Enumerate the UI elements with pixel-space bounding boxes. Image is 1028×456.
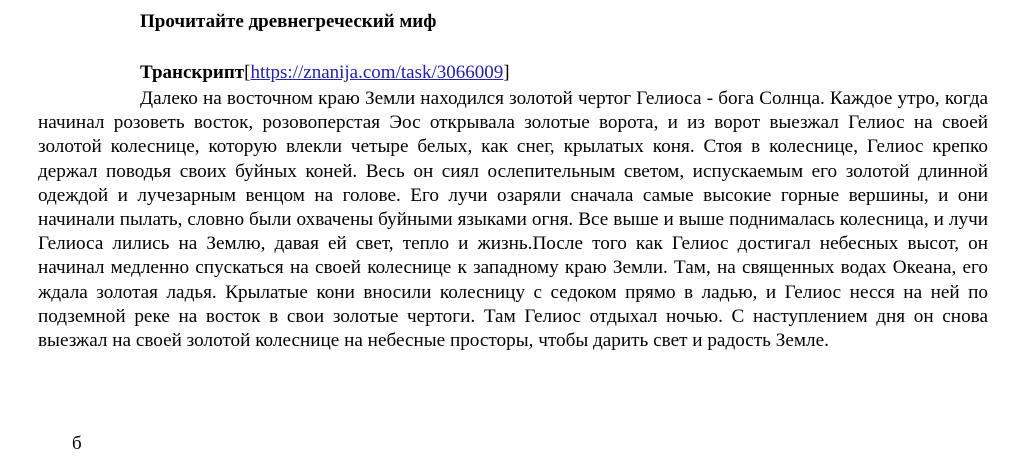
cut-off-text: б: [72, 433, 82, 454]
transcript-label: Транскрипт: [140, 62, 245, 83]
source-link[interactable]: https://znanija.com/task/3066009: [250, 62, 504, 83]
task-heading: Прочитайте древнегреческий миф: [140, 11, 437, 32]
myth-text: Далеко на восточном краю Земли находился золотой чертог Гелиоса - бога Солнца. Каждое утро, когда начинал розоветь восток, розовоперстая Эос открывала золотые ворота, и из ворот выезжал Гелиос на своей золотой колеснице, которую влекли четыре белых, как снег, крылатых коня. Стоя в колеснице, Гелиос крепко держал поводья своих буйных коней. Весь он сиял ослепительным светом, испускаемым его золотой длинной одеждой и лучезарным венцом на голове. Его лучи озаряли сначала самые высокие горные вершины, и они начинали пылать, словно были охвачены буйными языками огня. Все выше и выше поднималась колесница, и лучи Гелиоса лились на Землю, давая ей свет, тепло и жизнь.После того как Гелиос достигал небесных высот, он начинал медленно спускаться на своей колеснице к западному краю Земли. Там, на священных водах Океана, его ждала золотая ладья. Крылатые кони вносили колесницу с седоком прямо в ладью, и Гелиос несся на ней по подземной реке на восток в свои золотые чертоги. Там Гелиос отдыхал ночью. С наступлением дня он снова выезжал на своей золотой колеснице на небесные просторы, чтобы дарить свет и радость Земле.: [38, 88, 988, 352]
transcript-line: [140, 61, 510, 85]
bracket-close: ]: [503, 62, 510, 83]
bracket-open: [: [244, 62, 251, 83]
